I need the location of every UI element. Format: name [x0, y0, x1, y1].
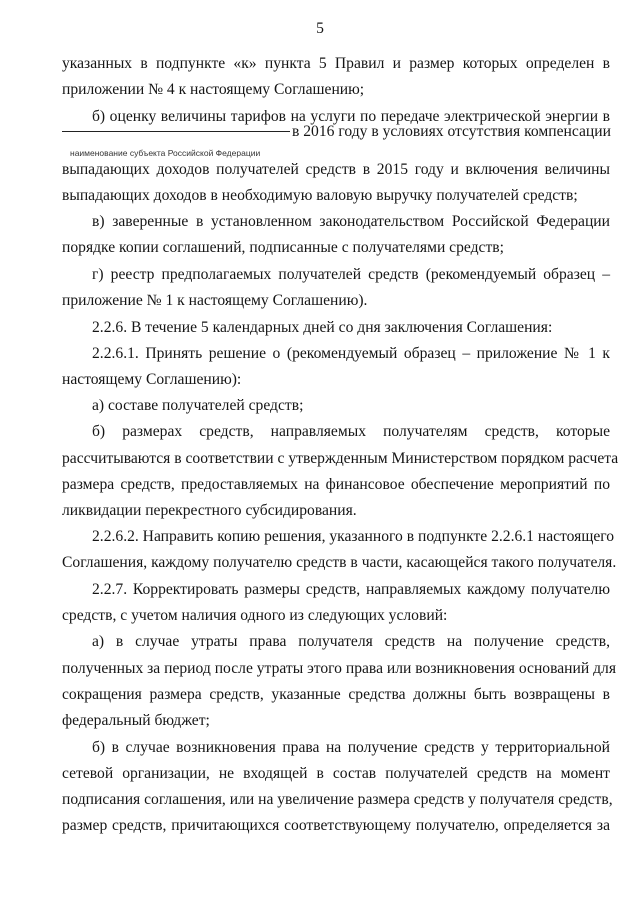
text-line: г) реестр предполагаемых получателей средств (рекомендуемый образец – [92, 266, 610, 283]
text-line: приложении № 4 к настоящему Соглашению; [62, 81, 365, 98]
text-line: сокращения размера средств, указанные средства должны быть возвращены в [62, 686, 610, 703]
text-line: а) составе получателей средств; [92, 397, 304, 414]
text-line: ликвидации перекрестного субсидирования. [62, 502, 357, 519]
text-line: выпадающих доходов получателей средств в 2015 году и включения величины [62, 161, 610, 178]
text-line: 2.2.6.1. Принять решение о (рекомендуемый образец – приложение № 1 к [92, 345, 610, 362]
text-line: подписания соглашения, или на увеличение размера средств у получателя средств, [62, 791, 613, 808]
text-line: выпадающих доходов в необходимую валовую выручку получателей средств; [62, 187, 578, 204]
text-line: 2.2.6.2. Направить копию решения, указанного в подпункте 2.2.6.1 настоящего [92, 528, 615, 545]
text-line: приложение № 1 к настоящему Соглашению). [62, 292, 368, 309]
fill-in-blank [62, 131, 290, 132]
text-line: указанных в подпункте «к» пункта 5 Правил и размер которых определен в [62, 55, 610, 72]
text-line: в 2016 году в условиях отсутствия компенсации [292, 123, 611, 140]
text-line: а) в случае утраты права получателя средств на получение средств, [92, 633, 610, 650]
text-line: настоящему Соглашению): [62, 371, 242, 388]
text-line: размер средств, причитающихся соответствующему получателю, определяется за [62, 817, 610, 834]
text-line: Соглашения, каждому получателю средств в части, касающейся такого получателя. [62, 554, 617, 571]
text-line: б) оценку величины тарифов на услуги по передаче электрической энергии в [92, 108, 610, 125]
text-line: порядке копии соглашений, подписанные с получателями средств; [62, 239, 504, 256]
text-line: в) заверенные в установленном законодательством Российской Федерации [92, 213, 610, 230]
blank-caption: наименование субъекта Российской Федерации [70, 148, 261, 158]
text-line: сетевой организации, не входящей в состав получателей средств на момент [62, 765, 610, 782]
text-line: 2.2.7. Корректировать размеры средств, направляемых каждому получателю [92, 581, 610, 598]
text-line: полученных за период после утраты этого права или возникновения оснований для [62, 660, 617, 677]
page-number: 5 [316, 20, 324, 37]
text-line: средств, с учетом наличия одного из следующих условий: [62, 607, 448, 624]
text-line: рассчитываются в соответствии с утвержденным Министерством порядком расчета [62, 450, 619, 467]
text-line: федеральный бюджет; [62, 712, 210, 729]
text-line: 2.2.6. В течение 5 календарных дней со дня заключения Соглашения: [92, 319, 553, 336]
text-line: б) размерах средств, направляемых получателям средств, которые [92, 423, 610, 440]
text-line: размера средств, предоставляемых на финансовое обеспечение мероприятий по [62, 476, 610, 493]
text-line: б) в случае возникновения права на получение средств у территориальной [92, 739, 610, 756]
